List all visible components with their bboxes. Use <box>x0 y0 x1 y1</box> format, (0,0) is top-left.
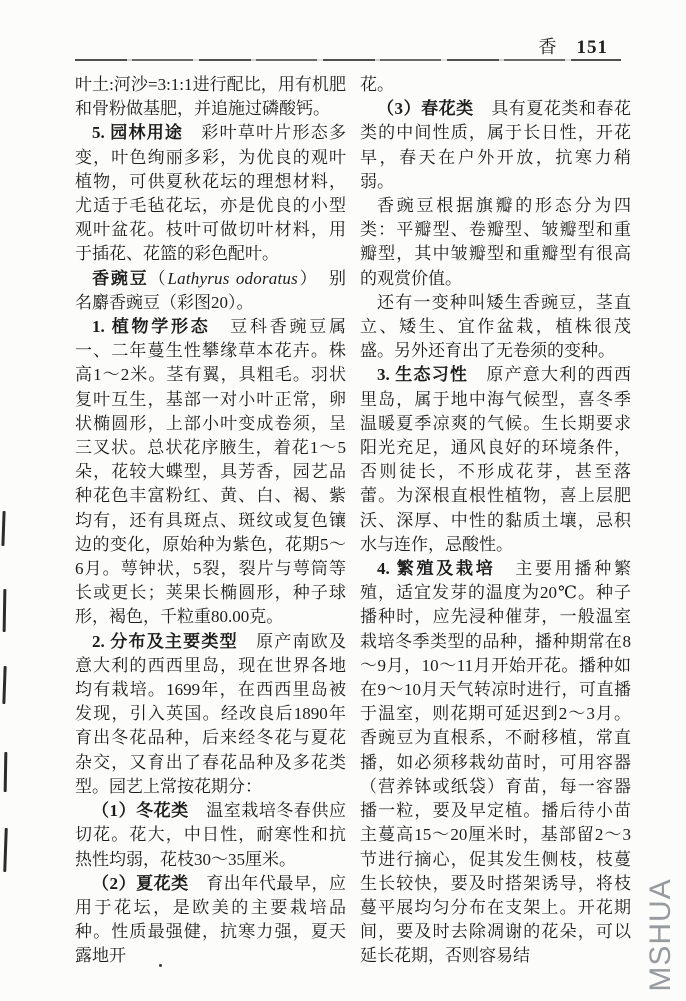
paragraph <box>360 291 631 364</box>
text-run: （ <box>148 268 168 288</box>
paragraph <box>75 315 346 630</box>
paragraph <box>75 799 346 872</box>
text-run: 花。 <box>360 75 394 94</box>
paragraph <box>75 872 346 969</box>
text-run: 育出年代最早，应用于花坛，是欧美的主要栽培品种。性质最强健，抗寒力强，夏天露地开 <box>75 873 347 966</box>
text-run: 还有一变种叫矮生香豌豆，茎直立、矮生、宜作盆栽，植株很茂盛。另外还育出了无卷须的变种。 <box>360 292 631 361</box>
heading-run: 3. 生态习性 <box>377 365 469 385</box>
text-run: 彩叶草叶片形态多变，叶色绚丽多彩，为优良的观叶植物，可供夏秋花坛的理想材料，尤适于毛毡花坛，亦是优良的小型观叶盆花。枝叶可做切叶材料，用于插花、花篮的彩色配叶。 <box>75 123 347 264</box>
text-columns <box>75 73 631 969</box>
text-run: 原产南欧及意大利的西西里岛，现在世界各地均有栽培。1699年，在西西里岛被发现，引入英国。经改良后1890年育出冬花品种，后来经冬花与夏花杂交，又育出了春花品种及多花类型。园艺上常按花期分： <box>75 631 347 796</box>
paragraph <box>75 267 346 315</box>
text-run: 温室栽培冬春供应切花。花大，中日性，耐寒性和抗热性均弱，花枝30～35厘米。 <box>75 801 347 869</box>
paragraph <box>75 630 346 799</box>
right-column <box>360 73 631 969</box>
heading-run: 5. 园林用途 <box>92 123 184 143</box>
paragraph <box>75 73 346 121</box>
scan-artifact-mark <box>2 666 6 704</box>
heading-run: 1. 植物学形态 <box>92 317 211 337</box>
running-head-section-label: 香 <box>538 37 557 57</box>
watermark-text: MSHUA <box>644 878 677 992</box>
text-run: 香豌豆根据旗瓣的形态分为四类：平瓣型、卷瓣型、皱瓣型和重瓣型，其中皱瓣型和重瓣型有很高的观赏价值。 <box>360 196 631 288</box>
paragraph <box>360 97 631 194</box>
paragraph <box>360 194 631 291</box>
text-run: ） 别名麝香豌豆（彩图20）。 <box>75 268 347 312</box>
text-run: 原产意大利的西西里岛，属于地中海气候型，喜冬季温暖夏季凉爽的气候。生长期要求阳光充足，通风良好的环境条件，否则徒长，不形成花芽，甚至落蕾。为深根直根性植物，喜上层肥沃、深厚、中性的黏质土壤，忌积水与连作，忌酸性。 <box>360 365 632 554</box>
heading-run: （3）春花类 <box>377 99 474 119</box>
scan-artifact-mark <box>4 752 8 792</box>
text-run: 主要用播种繁殖，适宜发芽的温度为20℃。种子播种时，应先浸种催芽，一般温室栽培冬季类型的品种，播种期常在8～9月，10～11月开始开花。播种如在9～10月天气转凉时进行，可直播于温室，则花期可延迟到2～3月。香豌豆为直根系，不耐移植，常直播，如必须移栽幼苗时，可用容器（营养钵或纸袋）育苗，每一容器播一粒，要及早定植。播后待小苗主蔓高15～20厘米时，基部留2～3节进行摘心，促其发生侧枝，枝蔓生长较快，要及时搭架诱导，将枝蔓平展均匀分布在支架上。开花期间，要及时去除凋谢的花朵，可以延长花期，否则容易结 <box>360 559 631 966</box>
paragraph <box>360 557 631 968</box>
heading-run: （2）夏花类 <box>92 873 189 893</box>
text-run: 豆科香豌豆属一、二年蔓生性攀缘草本花卉。株高1～2米。茎有翼，具粗毛。羽状复叶互生，基部一对小叶正常，卵状椭圆形，上部小叶变成卷须，呈三叉状。总状花序腋生，着花1～5朵，花较大蝶型，具芳香，园艺品种花色丰富粉红、黄、白、褐、紫均有，还有具斑点、斑纹或复色镶边的变化，原始种为紫色，花期5～6月。萼钟状，5裂，裂片与萼筒等长或更长；荚果长椭圆形，种子球形，褐色，千粒重80.00克。 <box>75 317 346 627</box>
paragraph <box>360 363 631 557</box>
header-rule <box>75 59 621 61</box>
scan-artifact-mark <box>3 589 7 632</box>
text-run: 叶土:河沙=3:1:1进行配比，用有机肥和骨粉做基肥，并追施过磷酸钙。 <box>75 75 346 119</box>
heading-run: （1）冬花类 <box>92 801 189 821</box>
page-number: 151 <box>576 37 608 58</box>
heading-run: 4. 繁殖及栽培 <box>377 559 496 579</box>
scan-artifact-mark <box>1 511 5 546</box>
paragraph <box>360 73 631 97</box>
latin-name-run: Lathyrus odoratus <box>167 268 298 288</box>
heading-run: 香豌豆 <box>92 268 149 288</box>
paragraph <box>75 121 346 266</box>
left-column <box>75 73 346 969</box>
scan-artifact-mark <box>3 828 8 872</box>
ink-spot-artifact <box>159 964 162 967</box>
running-head <box>539 33 609 59</box>
heading-run: 2. 分布及主要类型 <box>92 631 238 651</box>
text-run: 具有夏花类和春花类的中间性质，属于长日性，开花早，春天在户外开放，抗寒力稍弱。 <box>360 99 632 191</box>
